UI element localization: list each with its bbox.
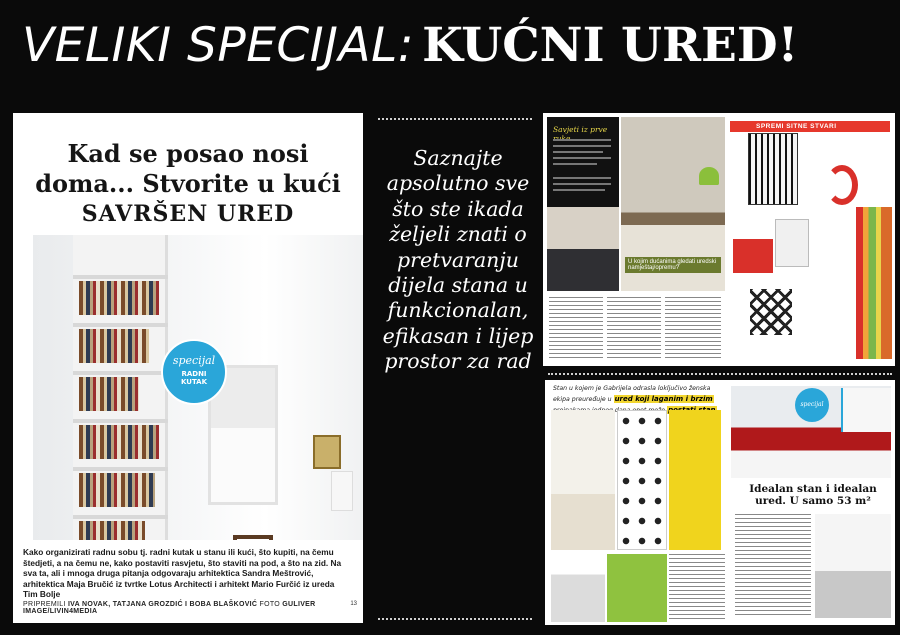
spread2-room-photo-2 [815,514,891,618]
page-number: 13 [350,601,357,607]
page-title [13,139,363,229]
caption-box [13,540,363,623]
photo-credit: GULIVER IMAGE/LIVIN4MEDIA [23,601,316,615]
headline [22,18,892,90]
yellow-wall [669,410,721,550]
caption-text: Kako organizirati radnu sobu tj. radni kutak u stanu ili kući, što kupiti, na čemu štedjeti, a na čemu ne, kako postaviti rasvjetu, što staviti na pod, a što na zid. Na sva ta, ali i mnoga druga pitanja odgovaraju arhitektica Sandra Meštrović, arhitektica Maja Bručić iz tvrtke Lotus Architecti i arhitekt Mario Furčić iz ureda Tim Bolje [23,547,342,600]
cabinet [748,133,798,205]
headline-light: VELIKI SPECIJAL: [22,18,415,73]
spread2-title [735,483,891,507]
divider-top [378,118,532,120]
red-cabinet [733,239,773,273]
badge-top: specijal [172,354,216,367]
spread2-title-1: Idealan stan i idealan [749,483,877,495]
spremi-bar: SPREMI SITNE STVARI [730,121,890,132]
wine-rack [750,289,792,335]
lamp [331,471,353,511]
spread-thumbnail-2 [545,380,895,625]
credits-names: IVA NOVAK, TATJANA GROZDIĆ I BOBA BLAŠKOVIĆ [67,601,258,608]
spread2-title-2: ured. U samo 53 m² [755,495,871,507]
spread2-badge: specijal [795,388,829,422]
spread2-room-photo [551,410,615,550]
wall-picture [313,435,341,469]
text-col-1 [549,297,603,361]
striped-panel [856,207,892,359]
intro-highlight: ured koji laganim i brzim [614,395,713,403]
spiral-shelf [826,165,858,205]
badge-bottom: RADNI KUTAK [180,370,208,386]
magazine-page-left [13,113,363,623]
spread2-small-photo-1 [551,554,605,622]
green-chair [699,167,719,185]
divider-bottom [378,618,532,620]
spread-thumbnail-1 [543,113,895,366]
dotted-wall [617,410,667,550]
title-line-2: doma... Stvorite u kući [35,169,341,198]
credits [23,601,323,615]
drawers [775,219,809,267]
text-col-2 [607,297,661,361]
spread2-green-photo [607,554,667,622]
headline-bold: KUĆNI URED! [422,18,799,73]
spread1-photo-caption: U kojim dućanima gledati uredski namještaj/opremu? [625,257,721,273]
tips-heading: Savjeti iz prve [553,125,608,134]
title-line-3: SAVRŠEN URED [81,201,295,227]
divider-spreads [548,373,892,375]
spread2-text-col-2 [735,514,811,618]
spread2-text-col [669,554,725,620]
photo-label: FOTO [259,601,281,608]
profil-box [841,388,891,432]
credits-label: PRIPREMILI [23,601,66,608]
text-col-3 [665,297,721,361]
tagline: Saznajte apsolutno sve što ste ikada željeli znati o pretvaranju dijela stana u funkcionalan, efikasan i lijep prostor za rad [382,146,534,374]
title-line-1: Kad se posao nosi [67,139,309,168]
specijal-badge [161,339,227,405]
intro-text: Stan u kojem je Gabrijela odrasla loključivo ženska ekipa preuređuje u [553,385,711,403]
spread1-small-photo [547,207,619,291]
